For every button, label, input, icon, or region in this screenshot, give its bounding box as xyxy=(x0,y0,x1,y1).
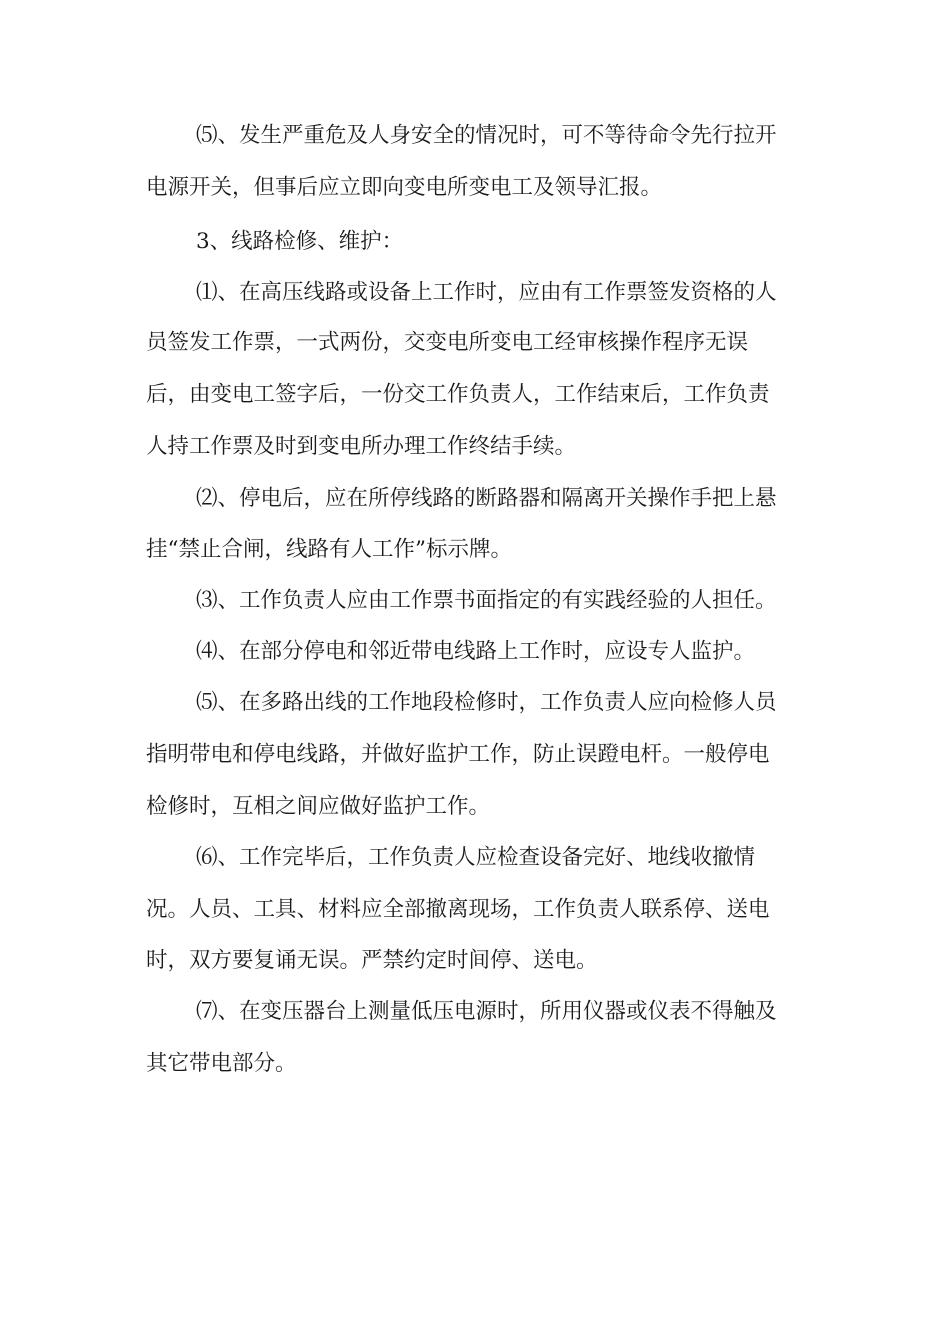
paragraph-line: ⑷、在部分停电和邻近带电线路上工作时，应设专人监护。 xyxy=(196,639,756,664)
paragraph-line: ⑵、停电后，应在所停线路的断路器和隔离开关操作手把上悬 xyxy=(196,486,777,511)
paragraph-line: ⑶、工作负责人应由工作票书面指定的有实践经验的人担任。 xyxy=(196,588,777,613)
paragraph-line: ⑹、工作完毕后，工作负责人应检查设备完好、地线收撤情 xyxy=(196,845,756,870)
paragraph-line: 员签发工作票，一式两份，交变电所变电工经审核操作程序无误 xyxy=(146,330,749,355)
paragraph-line: 挂“禁止合闸，线路有人工作”标示牌。 xyxy=(146,537,512,562)
paragraph-line: ⑴、在高压线路或设备上工作时，应由有工作票签发资格的人 xyxy=(196,280,777,305)
paragraph-line: 电源开关，但事后应立即向变电所变电工及领导汇报。 xyxy=(146,175,663,200)
section-heading: 3、线路检修、维护： xyxy=(196,229,404,254)
paragraph-line: 指明带电和停电线路，并做好监护工作，防止误蹬电杆。一般停电 xyxy=(146,742,770,767)
paragraph-line: 人持工作票及时到变电所办理工作终结手续。 xyxy=(146,434,577,459)
paragraph-line: ⑸、在多路出线的工作地段检修时，工作负责人应向检修人员 xyxy=(196,690,777,715)
paragraph-line: 况。人员、工具、材料应全部撤离现场，工作负责人联系停、送电 xyxy=(146,897,770,922)
paragraph-line: 其它带电部分。 xyxy=(146,1051,297,1076)
paragraph-line: ⑸、发生严重危及人身安全的情况时，可不等待命令先行拉开 xyxy=(196,123,777,148)
paragraph-line: ⑺、在变压器台上测量低压电源时，所用仪器或仪表不得触及 xyxy=(196,999,777,1024)
paragraph-line: 检修时，互相之间应做好监护工作。 xyxy=(146,794,491,819)
paragraph-line: 后，由变电工签字后，一份交工作负责人，工作结束后，工作负责 xyxy=(146,382,770,407)
paragraph-line: 时，双方要复诵无误。严禁约定时间停、送电。 xyxy=(146,948,598,973)
